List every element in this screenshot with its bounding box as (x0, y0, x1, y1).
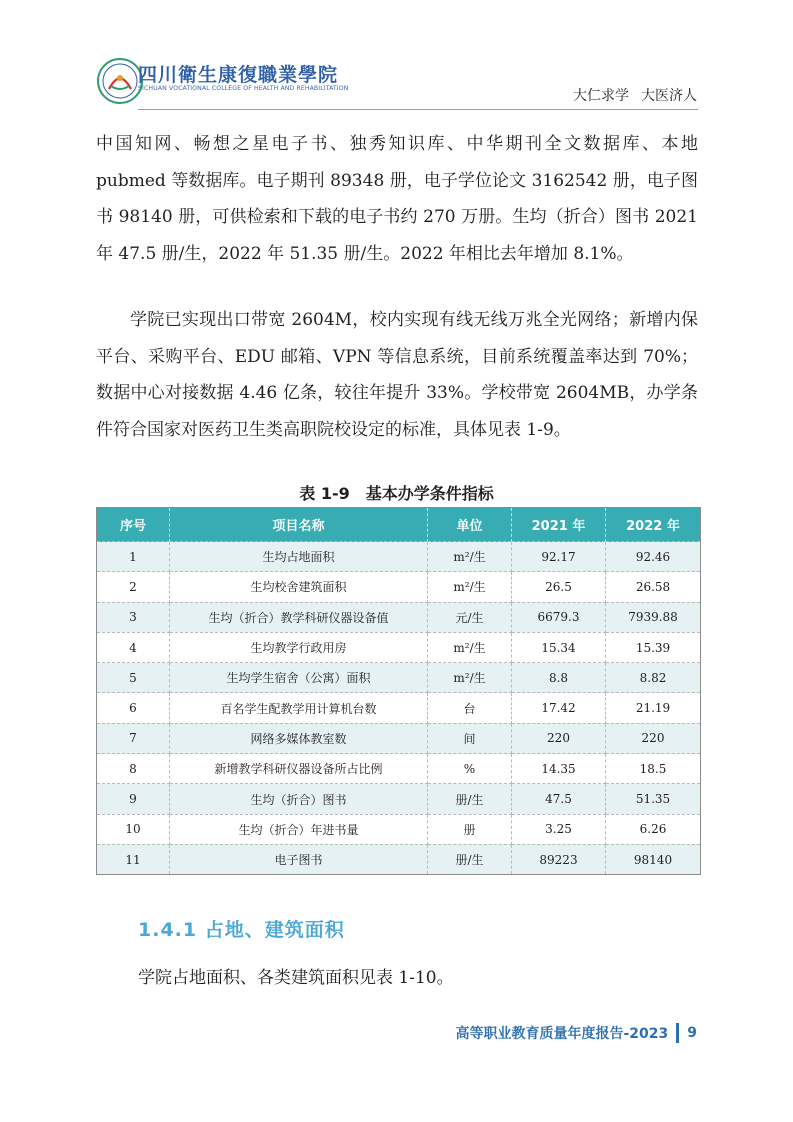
cell-item-name: 生均（折合）图书 (170, 784, 428, 814)
cell-unit: 元/生 (428, 602, 512, 632)
cell-2022: 51.35 (606, 784, 701, 814)
cell-number: 7 (97, 723, 170, 753)
cell-2021: 15.34 (512, 632, 606, 662)
table-row (97, 784, 701, 814)
cell-number: 2 (97, 572, 170, 602)
table-body (97, 542, 701, 875)
cell-unit: 间 (428, 723, 512, 753)
cell-item-name: 电子图书 (170, 844, 428, 874)
table-row (97, 814, 701, 844)
paragraph-library-resources: 中国知网、畅想之星电子书、独秀知识库、中华期刊全文数据库、本地 pubmed 等数据库。电子期刊 89348 册，电子学位论文 3162542 册，电子图书 98140 册，可供检索和下载的电子书约 270 万册。生均（折合）图书 2021 年 47.5 册/生，2022 年 51.35 册/生。2022 年相比去年增加 8.1%。 (96, 134, 698, 264)
table-row (97, 663, 701, 693)
cell-2022: 8.82 (606, 663, 701, 693)
cell-unit: % (428, 754, 512, 784)
column-header-number: 序号 (97, 508, 170, 542)
cell-item-name: 新增教学科研仪器设备所占比例 (170, 754, 428, 784)
table-row (97, 572, 701, 602)
paragraph-network-infrastructure: 学院已实现出口带宽 2604M，校内实现有线无线万兆全光网络；新增内保平台、采购平台、EDU 邮箱、VPN 等信息系统，目前系统覆盖率达到 70%；数据中心对接数据 4.46 亿条，较往年提升 33%。学校带宽 2604MB，办学条件符合国家对医药卫生类高职院校设定的标准，具体见表 1-9。 (96, 310, 698, 440)
cell-item-name: 百名学生配教学用计算机台数 (170, 693, 428, 723)
footer-report-title: 高等职业教育质量年度报告-2023 (455, 1026, 669, 1042)
column-header-unit: 单位 (428, 508, 512, 542)
cell-unit: 册 (428, 814, 512, 844)
school-name-english: SICHUAN VOCATIONAL COLLEGE OF HEALTH AND REHABILITATION (138, 85, 349, 92)
paragraph-area-reference: 学院占地面积、各类建筑面积见表 1-10。 (138, 968, 454, 988)
motto-part-2: 大医济人 (641, 88, 697, 104)
cell-2022: 220 (606, 723, 701, 753)
cell-2022: 21.19 (606, 693, 701, 723)
cell-2022: 92.46 (606, 542, 701, 572)
cell-number: 3 (97, 602, 170, 632)
cell-number: 5 (97, 663, 170, 693)
cell-item-name: 生均学生宿舍（公寓）面积 (170, 663, 428, 693)
cell-2022: 98140 (606, 844, 701, 874)
cell-item-name: 生均（折合）年进书量 (170, 814, 428, 844)
cell-unit: 台 (428, 693, 512, 723)
table-row (97, 754, 701, 784)
cell-item-name: 生均校舍建筑面积 (170, 572, 428, 602)
table-header-row (97, 508, 701, 542)
cell-2021: 26.5 (512, 572, 606, 602)
basic-conditions-table (96, 507, 701, 875)
page-number: 9 (687, 1025, 697, 1041)
table-row (97, 723, 701, 753)
section-heading: 1.4.1 占地、建筑面积 (138, 919, 345, 941)
school-motto (561, 85, 697, 105)
cell-2021: 3.25 (512, 814, 606, 844)
column-header-2021: 2021 年 (512, 508, 606, 542)
table-row (97, 844, 701, 874)
cell-number: 10 (97, 814, 170, 844)
cell-unit: 册/生 (428, 784, 512, 814)
table-row (97, 632, 701, 662)
cell-number: 8 (97, 754, 170, 784)
motto-part-1: 大仁求学 (573, 88, 629, 104)
cell-2021: 17.42 (512, 693, 606, 723)
cell-number: 11 (97, 844, 170, 874)
cell-2022: 18.5 (606, 754, 701, 784)
cell-number: 9 (97, 784, 170, 814)
cell-2021: 220 (512, 723, 606, 753)
cell-unit: m²/生 (428, 542, 512, 572)
footer-divider (676, 1023, 679, 1043)
cell-unit: m²/生 (428, 572, 512, 602)
cell-2022: 7939.88 (606, 602, 701, 632)
cell-2022: 6.26 (606, 814, 701, 844)
column-header-2022: 2022 年 (606, 508, 701, 542)
column-header-item: 项目名称 (170, 508, 428, 542)
cell-2021: 6679.3 (512, 602, 606, 632)
cell-number: 4 (97, 632, 170, 662)
cell-2021: 47.5 (512, 784, 606, 814)
cell-number: 1 (97, 542, 170, 572)
cell-2021: 89223 (512, 844, 606, 874)
table-row (97, 693, 701, 723)
cell-unit: m²/生 (428, 632, 512, 662)
cell-2022: 15.39 (606, 632, 701, 662)
cell-2021: 14.35 (512, 754, 606, 784)
table-caption: 表 1-9 基本办学条件指标 (299, 484, 494, 503)
cell-item-name: 网络多媒体教室数 (170, 723, 428, 753)
cell-unit: 册/生 (428, 844, 512, 874)
cell-2021: 8.8 (512, 663, 606, 693)
cell-item-name: 生均（折合）教学科研仪器设备值 (170, 602, 428, 632)
cell-2022: 26.58 (606, 572, 701, 602)
table-row (97, 542, 701, 572)
header-divider (138, 109, 698, 110)
cell-number: 6 (97, 693, 170, 723)
cell-item-name: 生均占地面积 (170, 542, 428, 572)
cell-unit: m²/生 (428, 663, 512, 693)
table-row (97, 602, 701, 632)
page-footer (455, 1023, 697, 1043)
cell-item-name: 生均教学行政用房 (170, 632, 428, 662)
school-name: 四川衛生康復職業學院 (138, 64, 339, 86)
cell-2021: 92.17 (512, 542, 606, 572)
